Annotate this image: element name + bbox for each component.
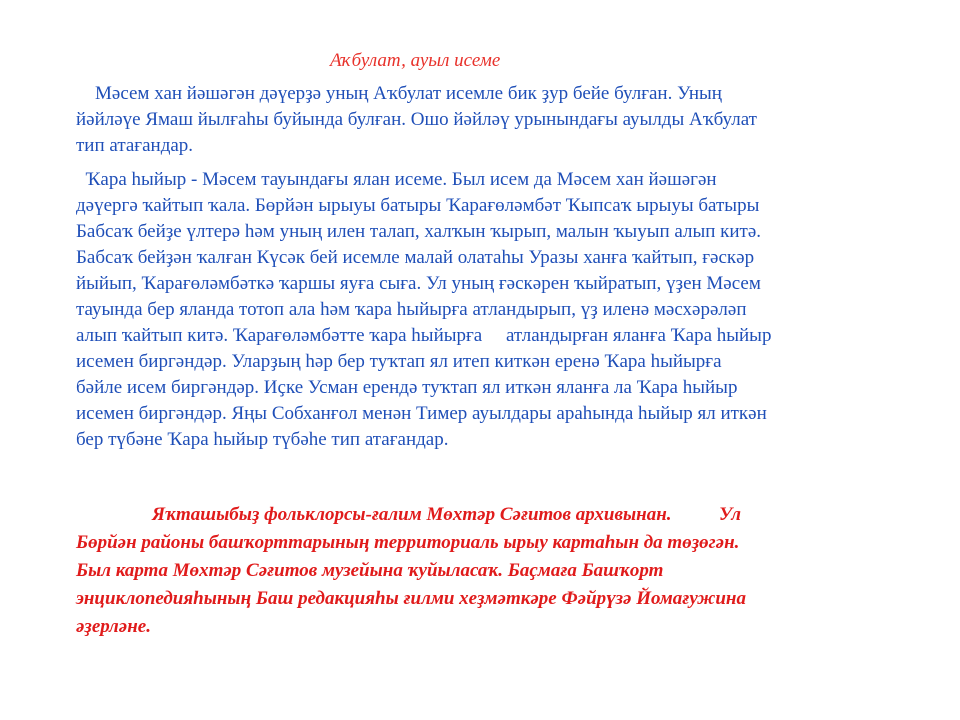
paragraph-line: йәйләүе Ямаш йылғаһы буйында булған. Ошо йәйләү урынындағы ауылды Аҡбулат xyxy=(76,109,757,130)
paragraph-line: исемен биргәндәр. Яңы Собханғол менән Тимер ауылдары араһында һыйыр ял иткән xyxy=(76,403,767,424)
source-note-line: Был карта Мөхтәр Сәғитов музейына ҡуйыласаҡ. Баҫмаға Башҡорт xyxy=(76,560,664,581)
paragraph-line: Бабсаҡ бейҙе үлтерә һәм уның илен талап, халҡын ҡырып, малын ҡыуып алып китә. xyxy=(76,221,762,242)
paragraph-line: дәүергә ҡайтып ҡала. Бөрйән ырыуы батыры Ҡарағөләмбәт Ҡыпсаҡ ырыуы батыры xyxy=(76,195,760,216)
paragraph-line: Ҡара һыйыр - Мәсем тауындағы ялан исеме. Был исем да Мәсем хан йәшәгән xyxy=(76,169,717,190)
paragraph-line: бер түбәне Ҡара һыйыр түбәһе тип атағандар. xyxy=(76,429,449,450)
source-note-line: энциклопедияһының Баш редакцияһы ғилми хеҙмәткәре Фәйрүзә Йомағужина xyxy=(76,588,746,609)
document-title: Аҡбулат, ауыл исеме xyxy=(330,50,501,71)
paragraph-line: йыйып, Ҡарағөләмбәткә ҡаршы яуға сыға. Ул уның ғәскәрен ҡыйратып, үҙен Мәсем xyxy=(76,273,761,294)
paragraph-line: алып ҡайтып китә. Ҡарағөләмбәтте ҡара һыйырға атландырған яланға Ҡара һыйыр xyxy=(76,325,772,346)
source-note-line: Яҡташыбыҙ фольклорсы-ғалим Мөхтәр Сәғитов архивынан. Ул xyxy=(76,504,742,525)
paragraph-akbulat xyxy=(76,81,906,159)
paragraph-line: тип атағандар. xyxy=(76,135,194,156)
source-note-line: Бөрйән районы башҡорттарының территориаль ырыу картаһын да төҙөгән. xyxy=(76,532,740,553)
paragraph-line: бәйле исем биргәндәр. Иҫке Усман ерендә туҡтап ял иткән яланға ла Ҡара һыйыр xyxy=(76,377,738,398)
paragraph-line: исемен биргәндәр. Уларҙың һәр бер туҡтап ял итеп киткән еренә Ҡара һыйырға xyxy=(76,351,722,372)
paragraph-line: Мәсем хан йәшәгән дәүерҙә уның Аҡбулат исемле бик ҙур бейе булған. Уның xyxy=(76,83,722,104)
paragraph-line: Бабсаҡ бейҙән ҡалған Күсәк бей исемле малай олатаһы Уразы ханға ҡайтып, ғәскәр xyxy=(76,247,755,268)
source-note-line: әҙерләне. xyxy=(76,616,151,637)
source-note xyxy=(76,501,906,641)
paragraph-kara-hyjyr xyxy=(76,167,906,453)
paragraph-line: тауында бер яланда тотоп ала һәм ҡара һыйырға атландырып, үҙ иленә мәсхәрәләп xyxy=(76,299,747,320)
